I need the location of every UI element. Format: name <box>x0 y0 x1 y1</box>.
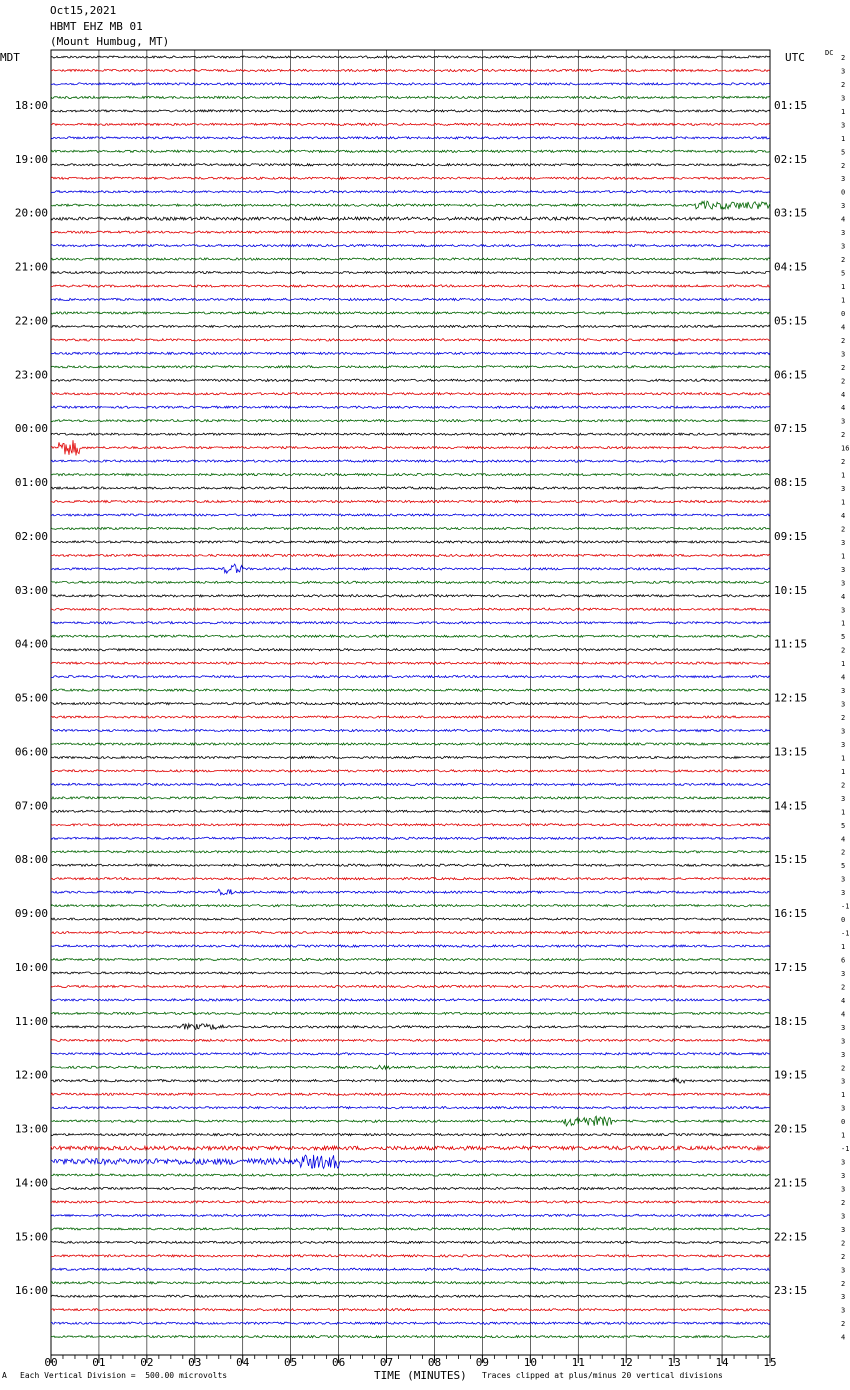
left-hour-label: 05:00 <box>14 691 48 705</box>
seismic-trace <box>51 474 770 476</box>
right-hour-label: 21:15 <box>774 1176 808 1190</box>
seismic-trace <box>51 1255 770 1257</box>
left-hour-label: 03:00 <box>14 583 48 597</box>
dc-offset-label: 3 <box>841 229 846 238</box>
seismic-trace <box>51 729 770 731</box>
seismic-trace <box>51 878 770 880</box>
x-tick-label: 05 <box>284 1356 298 1369</box>
dc-offset-label: 4 <box>841 511 846 520</box>
seismic-trace <box>51 1134 770 1136</box>
dc-offset-label: 2 <box>841 256 846 265</box>
x-tick-label: 00 <box>44 1356 58 1369</box>
seismic-trace <box>51 958 770 960</box>
seismic-trace <box>51 379 770 381</box>
seismic-trace <box>51 889 770 895</box>
seismic-trace <box>51 905 770 907</box>
x-tick-label: 04 <box>236 1356 250 1369</box>
dc-offset-label: 3 <box>841 121 846 130</box>
dc-offset-label: 1 <box>841 754 846 763</box>
seismic-trace <box>51 123 770 125</box>
seismic-trace <box>51 96 770 98</box>
seismic-trace <box>51 743 770 745</box>
dc-offset-label: 4 <box>841 1010 846 1019</box>
dc-offset-label: 2 <box>841 525 846 534</box>
seismic-trace <box>51 514 770 516</box>
dc-offset-label: 1 <box>841 498 846 507</box>
dc-offset-label: 1 <box>841 1091 846 1100</box>
dc-offset-label: 4 <box>841 673 846 682</box>
dc-offset-label: 3 <box>841 1050 846 1059</box>
seismic-trace <box>51 797 770 799</box>
seismic-trace <box>51 500 770 502</box>
seismic-trace <box>51 352 770 354</box>
seismic-trace <box>51 406 770 408</box>
left-hour-label: 00:00 <box>14 422 48 436</box>
x-tick-label: 09 <box>475 1356 490 1369</box>
right-hour-label: 10:15 <box>774 583 808 597</box>
dc-offset-label: 3 <box>841 1212 846 1221</box>
seismic-trace <box>51 231 770 233</box>
dc-offset-label: 2 <box>841 1320 846 1329</box>
seismic-trace <box>51 1322 770 1324</box>
dc-offset-label: 3 <box>841 794 846 803</box>
dc-label: DC <box>825 49 834 57</box>
seismic-trace <box>51 932 770 934</box>
seismic-trace <box>51 1336 770 1338</box>
dc-offset-label: 3 <box>841 740 846 749</box>
x-tick-label: 08 <box>427 1356 442 1369</box>
right-hour-label: 15:15 <box>774 853 808 867</box>
dc-offset-label: 5 <box>841 269 846 278</box>
right-hour-label: 08:15 <box>774 476 808 490</box>
dc-offset-label: 3 <box>841 565 846 574</box>
seismic-trace <box>51 1065 770 1069</box>
vertical-division-note: Each Vertical Division = 500.00 microvolts <box>20 1371 228 1380</box>
dc-offset-label: 3 <box>841 1158 846 1167</box>
dc-offset-label: 4 <box>841 835 846 844</box>
seismic-trace <box>51 1078 770 1083</box>
dc-offset-label: 2 <box>841 1239 846 1248</box>
dc-offset-label: 6 <box>841 956 846 965</box>
dc-offset-label: 3 <box>841 242 846 251</box>
seismic-trace <box>51 1116 770 1126</box>
seismic-trace <box>51 191 770 193</box>
seismic-trace <box>51 972 770 974</box>
dc-offset-label: 1 <box>841 296 846 305</box>
seismic-trace <box>51 1187 770 1189</box>
left-hour-label: 22:00 <box>14 314 48 328</box>
seismic-trace <box>51 1107 770 1109</box>
dc-offset-label: 1 <box>841 619 846 628</box>
right-hour-label: 19:15 <box>774 1068 808 1082</box>
dc-offset-label: -1 <box>841 1145 850 1154</box>
dc-offset-label: 3 <box>841 94 846 103</box>
dc-offset-label: 2 <box>841 1198 846 1207</box>
seismic-trace <box>51 271 770 273</box>
seismic-trace <box>51 110 770 112</box>
right-hour-label: 18:15 <box>774 1014 808 1028</box>
right-hour-label: 06:15 <box>774 368 808 382</box>
dc-offset-label: 1 <box>841 282 846 291</box>
left-hour-label: 18:00 <box>14 98 48 112</box>
x-tick-label: 01 <box>92 1356 106 1369</box>
left-hour-label: 21:00 <box>14 260 48 274</box>
left-hour-label: 19:00 <box>14 152 48 166</box>
seismic-trace <box>51 1024 770 1030</box>
left-hour-label: 12:00 <box>14 1068 48 1082</box>
dc-offset-label: 2 <box>841 848 846 857</box>
seismic-trace <box>51 1309 770 1311</box>
dc-offset-label: 2 <box>841 1064 846 1073</box>
seismic-trace <box>51 177 770 179</box>
dc-offset-label: 3 <box>841 606 846 615</box>
dc-offset-label: 4 <box>841 1333 846 1342</box>
seismic-trace <box>51 676 770 678</box>
seismic-trace <box>51 662 770 664</box>
dc-offset-label: 4 <box>841 323 846 332</box>
dc-offset-label: 2 <box>841 458 846 467</box>
seismic-trace <box>51 285 770 287</box>
dc-offset-label: 3 <box>841 727 846 736</box>
left-hour-label: 20:00 <box>14 206 48 220</box>
right-hour-label: 23:15 <box>774 1284 808 1298</box>
dc-offset-label: 5 <box>841 821 846 830</box>
seismic-trace <box>51 564 770 573</box>
seismic-trace <box>51 1201 770 1203</box>
dc-offset-label: 5 <box>841 862 846 871</box>
seismic-trace <box>51 527 770 529</box>
left-hour-label: 06:00 <box>14 745 48 759</box>
right-hour-label: 09:15 <box>774 529 808 543</box>
clip-note: Traces clipped at plus/minus 20 vertical divisions <box>482 1371 723 1380</box>
dc-offset-label: 5 <box>841 633 846 642</box>
left-hour-label: 09:00 <box>14 907 48 921</box>
dc-offset-label: 0 <box>841 188 846 197</box>
dc-offset-label: 0 <box>841 916 846 925</box>
seismic-trace <box>51 999 770 1001</box>
right-hour-label: 05:15 <box>774 314 808 328</box>
dc-offset-label: 3 <box>841 1185 846 1194</box>
seismic-trace <box>51 56 770 58</box>
station-label: HBMT EHZ MB 01 <box>50 20 143 33</box>
left-hour-label: 14:00 <box>14 1176 48 1190</box>
seismic-trace <box>51 83 770 85</box>
left-hour-label: 08:00 <box>14 853 48 867</box>
left-hour-label: 07:00 <box>14 799 48 813</box>
dc-offset-label: 3 <box>841 687 846 696</box>
right-hour-label: 02:15 <box>774 152 808 166</box>
seismic-trace <box>51 1214 770 1216</box>
dc-offset-label: 4 <box>841 592 846 601</box>
dc-offset-label: 2 <box>841 1279 846 1288</box>
dc-offset-label: 0 <box>841 309 846 318</box>
seismic-trace <box>51 581 770 583</box>
seismic-trace <box>51 985 770 987</box>
dc-offset-label: 3 <box>841 1306 846 1315</box>
seismic-trace <box>51 1228 770 1230</box>
seismic-trace <box>51 487 770 489</box>
dc-offset-label: 1 <box>841 660 846 669</box>
seismic-trace <box>51 258 770 260</box>
seismic-trace <box>51 689 770 691</box>
dc-offset-label: 3 <box>841 67 846 76</box>
dc-offset-label: 2 <box>841 363 846 372</box>
dc-offset-label: 3 <box>841 700 846 709</box>
dc-offset-label: 3 <box>841 1023 846 1032</box>
dc-offset-label: 3 <box>841 1037 846 1046</box>
dc-offset-label: 3 <box>841 1266 846 1275</box>
left-timezone-label: MDT <box>0 51 20 64</box>
dc-offset-label: 3 <box>841 875 846 884</box>
seismic-trace <box>51 703 770 705</box>
dc-offset-label: 2 <box>841 983 846 992</box>
right-hour-label: 20:15 <box>774 1122 808 1136</box>
dc-offset-label: 2 <box>841 781 846 790</box>
seismic-trace <box>51 366 770 368</box>
seismic-trace <box>51 137 770 139</box>
left-hour-label: 02:00 <box>14 529 48 543</box>
dc-offset-label: 1 <box>841 943 846 952</box>
seismic-trace <box>51 783 770 785</box>
right-hour-label: 17:15 <box>774 960 808 974</box>
seismic-trace <box>51 554 770 556</box>
seismic-trace <box>51 298 770 300</box>
seismic-trace <box>51 918 770 920</box>
dc-offset-label: 3 <box>841 1225 846 1234</box>
seismic-trace <box>51 150 770 152</box>
left-hour-label: 13:00 <box>14 1122 48 1136</box>
seismic-trace <box>51 864 770 866</box>
seismic-trace <box>51 339 770 341</box>
right-hour-label: 22:15 <box>774 1230 808 1244</box>
dc-offset-label: 0 <box>841 1118 846 1127</box>
seismic-trace <box>51 201 770 209</box>
seismic-trace <box>51 1012 770 1014</box>
right-hour-label: 03:15 <box>774 206 808 220</box>
dc-offset-label: 3 <box>841 579 846 588</box>
right-hour-label: 01:15 <box>774 98 808 112</box>
seismic-trace <box>51 1282 770 1284</box>
seismic-trace <box>51 595 770 597</box>
dc-offset-label: 1 <box>841 1131 846 1140</box>
dc-offset-label: 2 <box>841 714 846 723</box>
dc-offset-label: 3 <box>841 350 846 359</box>
x-tick-label: 02 <box>140 1356 154 1369</box>
dc-offset-label: 2 <box>841 377 846 386</box>
seismic-trace <box>51 312 770 314</box>
x-tick-label: 15 <box>763 1356 777 1369</box>
seismic-trace <box>51 164 770 166</box>
dc-offset-label: 3 <box>841 1293 846 1302</box>
seismic-trace <box>51 1268 770 1270</box>
dc-offset-label: -1 <box>841 929 850 938</box>
seismic-trace <box>51 851 770 853</box>
corner-mark: A <box>2 1371 7 1380</box>
dc-offset-label: 4 <box>841 996 846 1005</box>
seismic-trace <box>51 217 770 220</box>
left-hour-label: 16:00 <box>14 1284 48 1298</box>
dc-offset-label: 3 <box>841 538 846 547</box>
right-hour-label: 12:15 <box>774 691 808 705</box>
seismic-trace <box>51 440 770 455</box>
right-timezone-label: UTC <box>785 51 805 64</box>
dc-offset-label: 3 <box>841 1077 846 1086</box>
dc-offset-label: 2 <box>841 336 846 345</box>
seismic-trace <box>51 420 770 422</box>
seismic-trace <box>51 1053 770 1055</box>
right-hour-label: 16:15 <box>774 907 808 921</box>
seismic-trace <box>51 810 770 812</box>
seismic-trace <box>51 460 770 462</box>
right-hour-label: 13:15 <box>774 745 808 759</box>
dc-offset-label: 2 <box>841 1252 846 1261</box>
left-hour-label: 10:00 <box>14 960 48 974</box>
x-tick-label: 07 <box>379 1356 394 1369</box>
seismic-trace <box>51 1146 770 1150</box>
dc-offset-label: 3 <box>841 1172 846 1181</box>
x-tick-label: 14 <box>715 1356 729 1369</box>
x-tick-label: 06 <box>331 1356 346 1369</box>
x-tick-label: 11 <box>571 1356 585 1369</box>
seismic-trace <box>51 1174 770 1176</box>
seismic-trace <box>51 393 770 395</box>
seismic-trace <box>51 541 770 543</box>
x-tick-label: 13 <box>667 1356 681 1369</box>
x-tick-label: 12 <box>619 1356 633 1369</box>
left-hour-label: 01:00 <box>14 476 48 490</box>
dc-offset-label: 1 <box>841 107 846 116</box>
seismic-trace <box>51 1039 770 1041</box>
dc-offset-label: 3 <box>841 417 846 426</box>
seismic-trace <box>51 770 770 772</box>
dc-offset-label: 2 <box>841 646 846 655</box>
seismic-trace <box>51 945 770 947</box>
seismic-trace <box>51 245 770 247</box>
seismic-trace <box>51 635 770 637</box>
left-hour-label: 04:00 <box>14 637 48 651</box>
dc-offset-label: 2 <box>841 54 846 62</box>
seismic-trace <box>51 837 770 839</box>
dc-offset-label: 1 <box>841 808 846 817</box>
seismic-trace <box>51 1295 770 1297</box>
seismic-trace <box>51 1093 770 1095</box>
x-tick-label: 10 <box>523 1356 537 1369</box>
seismic-trace <box>51 325 770 327</box>
dc-offset-label: 4 <box>841 404 846 413</box>
right-hour-label: 07:15 <box>774 422 808 436</box>
seismic-trace <box>51 824 770 826</box>
right-hour-label: 11:15 <box>774 637 808 651</box>
dc-offset-label: 2 <box>841 80 846 89</box>
right-hour-label: 14:15 <box>774 799 808 813</box>
dc-offset-label: 5 <box>841 148 846 157</box>
dc-offset-label: 3 <box>841 175 846 184</box>
seismic-trace <box>51 1241 770 1243</box>
dc-offset-label: 2 <box>841 431 846 440</box>
left-hour-label: 15:00 <box>14 1230 48 1244</box>
x-axis-title: TIME (MINUTES) <box>374 1369 467 1382</box>
seismic-trace <box>51 1155 770 1169</box>
date-label: Oct15,2021 <box>50 4 117 17</box>
seismic-trace <box>51 433 770 435</box>
dc-offset-label: 4 <box>841 390 846 399</box>
dc-offset-label: 1 <box>841 471 846 480</box>
location-label: (Mount Humbug, MT) <box>50 35 170 48</box>
dc-offset-label: 3 <box>841 485 846 494</box>
dc-offset-label: 1 <box>841 552 846 561</box>
dc-offset-label: 1 <box>841 767 846 776</box>
dc-offset-label: 3 <box>841 1104 846 1113</box>
dc-offset-label: 3 <box>841 889 846 898</box>
seismic-trace <box>51 649 770 651</box>
dc-offset-label: 2 <box>841 161 846 170</box>
dc-offset-label: 4 <box>841 215 846 224</box>
dc-offset-label: 3 <box>841 202 846 211</box>
left-hour-label: 11:00 <box>14 1014 48 1028</box>
dc-offset-label: 16 <box>841 444 850 453</box>
left-hour-label: 23:00 <box>14 368 48 382</box>
seismic-trace <box>51 622 770 624</box>
right-hour-label: 04:15 <box>774 260 808 274</box>
seismic-trace <box>51 608 770 610</box>
dc-offset-label: 3 <box>841 969 846 978</box>
dc-offset-label: -1 <box>841 902 850 911</box>
x-tick-label: 03 <box>188 1356 202 1369</box>
dc-offset-label: 1 <box>841 134 846 143</box>
seismic-trace <box>51 69 770 71</box>
seismic-trace <box>51 716 770 718</box>
seismic-trace <box>51 756 770 758</box>
